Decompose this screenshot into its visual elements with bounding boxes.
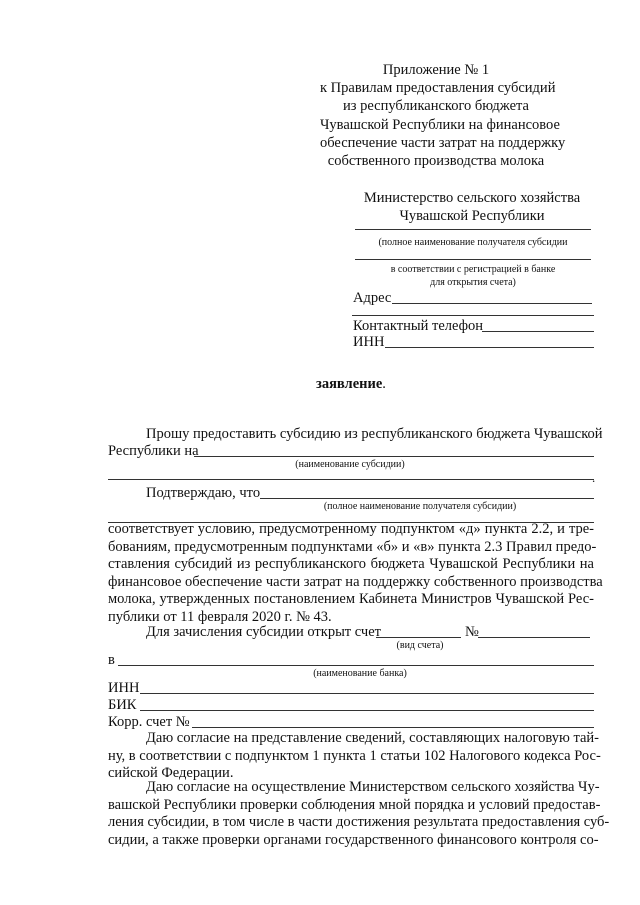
caption-bank-line-1: в соответствии с регистрацией в банке: [390, 264, 556, 275]
compliance-line-5: молока, утвержденных постановлением Кабинета Министров Чувашской Рес-: [108, 591, 594, 608]
page-title-text: заявление: [316, 376, 383, 392]
address-field-2[interactable]: [352, 315, 594, 316]
consent-check-line-4: сидии, а также проверки органами государственного финансового контроля со-: [108, 831, 599, 848]
request-line-1: Прошу предоставить субсидию из республиканского бюджета Чувашской: [146, 426, 603, 442]
compliance-line-4: финансовое обеспечение части затрат на поддержку собственного производства: [108, 573, 603, 590]
phone-field[interactable]: [482, 331, 594, 332]
recipient-name-line[interactable]: [355, 229, 591, 230]
bik-label: БИК: [108, 697, 137, 713]
appendix-line-4: Чувашской Республики на финансовое: [320, 116, 560, 133]
subsidy-field-end-dot: .: [592, 470, 596, 485]
caption-recipient-name: (полное наименование получателя субсидии): [323, 501, 517, 512]
consent-check-line-2: вашской Республики проверки соблюдения мной порядка и условий предостав-: [108, 796, 601, 813]
account-line-prefix: Для зачисления субсидии открыт счет: [146, 624, 381, 640]
compliance-line-3: ставления субсидий из республиканского бюджета Чувашской Республики на: [108, 556, 594, 573]
appendix-line-3: из республиканского бюджета: [343, 98, 529, 115]
bank-name-field[interactable]: [118, 665, 594, 666]
inn-label: ИНН: [353, 334, 385, 350]
subsidy-name-field-2[interactable]: [108, 479, 594, 480]
address-field[interactable]: [392, 303, 592, 304]
bank-in-label: в: [108, 652, 115, 668]
phone-label: Контактный телефон: [353, 318, 484, 334]
compliance-line-1: соответствует условию, предусмотренному подпунктом «д» пункта 2.2, и тре-: [108, 521, 594, 537]
consent-check-line-1: Даю согласие на осуществление Министерством сельского хозяйства Чу-: [146, 779, 600, 795]
account-number-sign: №: [465, 624, 479, 640]
inn-field[interactable]: [385, 347, 594, 348]
account-number-field[interactable]: [478, 637, 590, 638]
subsidy-name-field[interactable]: [194, 456, 594, 457]
appendix-line-2: к Правилам предоставления субсидий: [320, 80, 556, 97]
account-type-field[interactable]: [376, 637, 461, 638]
corr-account-label: Корр. счет №: [108, 714, 190, 730]
bik-field[interactable]: [140, 710, 594, 711]
compliance-line-2: бованиям, предусмотренным подпунктами «б» и «в» пункта 2.3 Правил предо-: [108, 538, 597, 555]
caption-account-type: (вид счета): [396, 640, 444, 651]
ministry-line-2: Чувашской Республики: [399, 208, 545, 224]
request-line-2-prefix: Республики на: [108, 443, 199, 459]
corr-account-field[interactable]: [192, 727, 594, 728]
ministry-line-1: Министерство сельского хозяйства: [363, 190, 581, 206]
consent-check-paragraph: [108, 779, 610, 849]
compliance-line-6: публики от 11 февраля 2020 г. № 43.: [108, 608, 332, 625]
confirm-prefix: Подтверждаю, что: [146, 485, 261, 501]
ministry-name: [352, 189, 592, 225]
consent-check-line-3: ления субсидии, в том числе в части достижения результата предоставления суб-: [108, 814, 610, 831]
appendix-line-1: Приложение № 1: [382, 62, 490, 78]
compliance-paragraph: [108, 521, 603, 627]
consent-tax-line-1: Даю согласие на представление сведений, составляющих налоговую тай-: [146, 730, 600, 746]
page-title: заявление.: [316, 376, 386, 392]
caption-subsidy-name: (наименование субсидии): [295, 459, 405, 470]
caption-bank-registration: [350, 263, 596, 289]
recipient-name-line-2[interactable]: [355, 259, 591, 260]
address-label: Адрес: [353, 290, 392, 306]
consent-tax-paragraph: [108, 730, 601, 783]
caption-bank-line-2: для открытия счета): [430, 277, 516, 288]
appendix-line-6: собственного производства молока: [327, 153, 545, 170]
bank-inn-label: ИНН: [108, 680, 140, 696]
consent-tax-line-2: ну, в соответствии с подпунктом 1 пункта 1 статьи 102 Налогового кодекса Рос-: [108, 747, 601, 764]
consent-tax-line-3: сийской Федерации.: [108, 765, 234, 782]
caption-bank-name: (наименование банка): [313, 668, 407, 679]
caption-recipient-full-name: (полное наименование получателя субсидии: [378, 237, 568, 248]
bank-inn-field[interactable]: [140, 693, 594, 694]
confirm-recipient-field[interactable]: [260, 498, 594, 499]
appendix-header: [320, 61, 566, 170]
appendix-line-5: обеспечение части затрат на поддержку: [320, 134, 566, 151]
